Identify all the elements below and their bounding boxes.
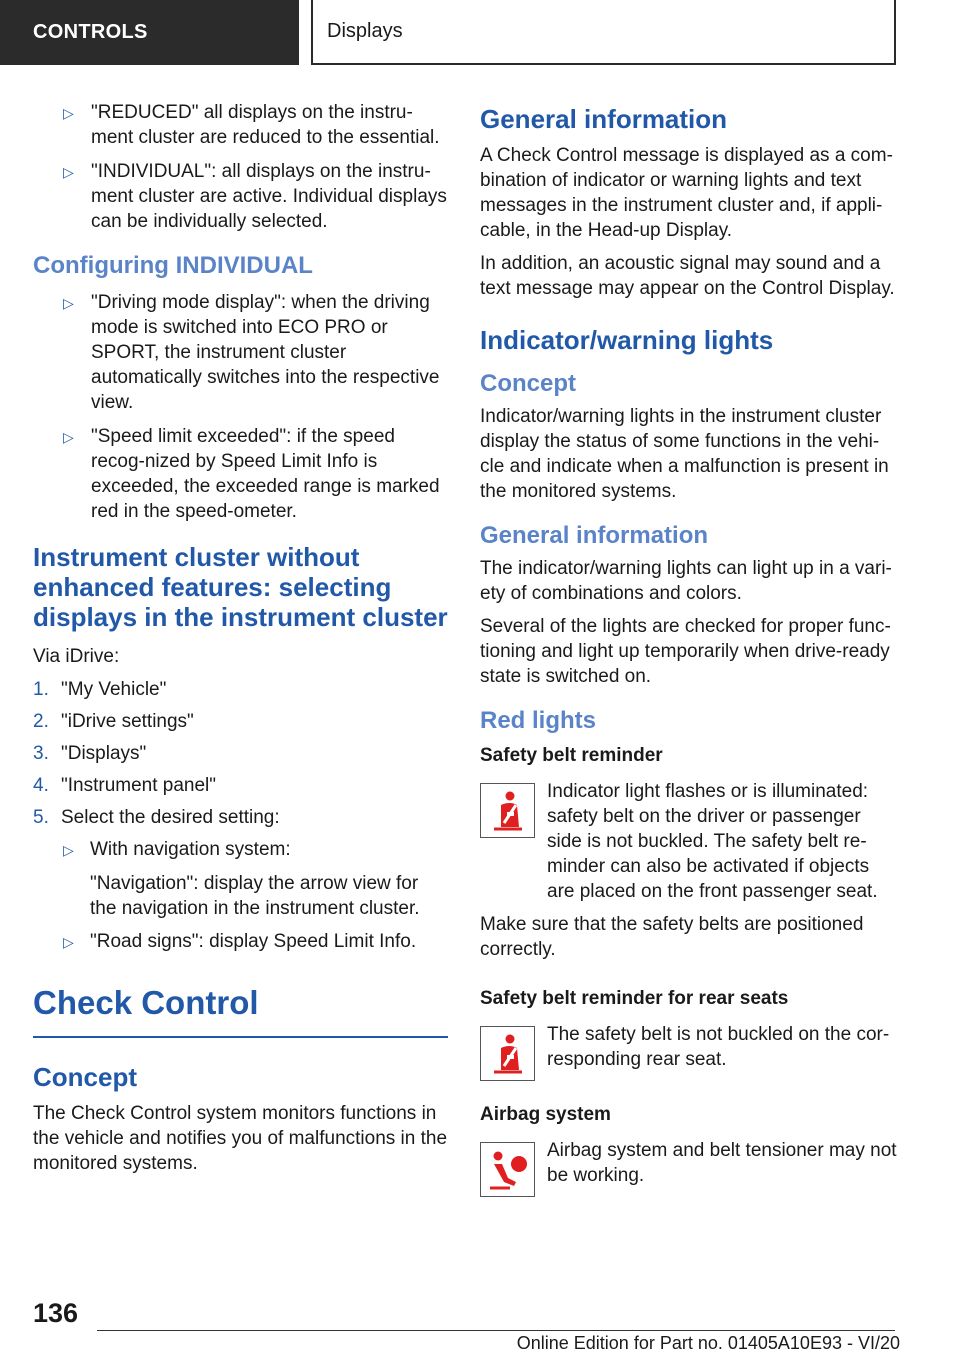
belt-title: Safety belt reminder	[480, 745, 663, 766]
heading-concept: Concept	[480, 370, 576, 397]
heading-general-info: General information	[480, 104, 728, 134]
list-item: 2. "iDrive settings"	[33, 711, 194, 732]
section-tab	[0, 0, 299, 65]
airbag-warning-icon	[480, 1142, 535, 1197]
page-number: 136	[33, 1298, 79, 1328]
triangle-bullet-icon: ▷	[63, 295, 74, 311]
rear-belt-title: Safety belt reminder for rear seats	[480, 988, 789, 1009]
airbag-title: Airbag system	[480, 1104, 611, 1125]
triangle-bullet-icon: ▷	[63, 105, 74, 121]
paragraph: A Check Control message is displayed as a com-bination of indicator or warning lights and text messages in the instrument cluster and, if appli-cable, in the Head-up Display.	[480, 145, 893, 241]
list-item: ▷ With navigation system:	[33, 837, 448, 862]
list-item: 1. "My Vehicle"	[33, 679, 167, 700]
paragraph: In addition, an acoustic signal may sound and a text message may appear on the Control Display.	[480, 253, 895, 299]
list-item: ▷ "Driving mode display": when the driving mode is switched into ECO PRO or SPORT, the instrument cluster automatically switches into the respective view.	[63, 292, 440, 413]
rear-belt-item: The safety belt is not buckled on the cor-responding rear seat.	[480, 1022, 898, 1084]
list-item: ▷ "REDUCED" all displays on the instru-ment cluster are reduced to the essential.	[63, 102, 440, 148]
right-column	[480, 100, 898, 1202]
rear-seatbelt-warning-icon	[480, 1026, 535, 1081]
heading-red-lights: Red lights	[480, 707, 597, 734]
list-item: 5. Select the desired setting:	[33, 807, 280, 828]
footer-text: Online Edition for Part no. 01405A10E93 - VI/20	[516, 1333, 900, 1353]
paragraph: The indicator/warning lights can light up in a vari-ety of combinations and colors.	[480, 558, 892, 604]
chapter-tab	[311, 0, 896, 65]
footer-divider	[97, 1330, 895, 1331]
list-item: ▷ "INDIVIDUAL": all displays on the instru-ment cluster are active. Individual displays can be individually selected.	[63, 161, 447, 232]
heading-instrument-cluster: Instrument cluster without enhanced features: selecting displays in the instrument cluster	[33, 542, 448, 632]
via-idrive: Via iDrive:	[33, 646, 120, 667]
heading-check-control: Check Control	[33, 984, 448, 1038]
list-item: ▷ "Road signs": display Speed Limit Info.	[33, 929, 448, 954]
heading-general-info-2: General information	[480, 522, 709, 549]
paragraph: Several of the lights are checked for proper func-tioning and light up temporarily when drive-ready state is switched on.	[480, 616, 891, 687]
paragraph: Indicator/warning lights in the instrument cluster display the status of some functions in the vehi-cle and indicate when a malfunction is present in the monitored systems.	[480, 406, 889, 502]
list-item: ▷ "Speed limit exceeded": if the speed recog-nized by Speed Limit Info is exceeded, the exceeded range is marked red in the speed-ometer.	[63, 426, 440, 522]
belt-item: Indicator light flashes or is illuminated: safety belt on the driver or passenger side is not buckled. The safety belt re-minder can also be activated if objects are placed on the front passenger seat.	[480, 779, 898, 904]
heading-concept: Concept	[33, 1062, 137, 1092]
triangle-bullet-icon: ▷	[63, 842, 74, 858]
seatbelt-warning-icon	[480, 783, 535, 838]
airbag-item: Airbag system and belt tensioner may not be working.	[480, 1138, 898, 1194]
left-column	[33, 100, 448, 1184]
chapter-label: Displays	[327, 20, 403, 42]
concept-text: The Check Control system monitors functions in the vehicle and notifies you of malfunctions in the monitored systems.	[33, 1103, 448, 1174]
list-item: 3. "Displays"	[33, 743, 147, 764]
heading-indicator-lights: Indicator/warning lights	[480, 325, 774, 355]
paragraph: Make sure that the safety belts are positioned correctly.	[480, 914, 864, 960]
section-label: CONTROLS	[33, 21, 148, 43]
triangle-bullet-icon: ▷	[63, 429, 74, 445]
heading-configuring: Configuring INDIVIDUAL	[33, 252, 313, 279]
triangle-bullet-icon: ▷	[63, 934, 74, 950]
nav-detail: "Navigation": display the arrow view for the navigation in the instrument cluster.	[90, 873, 420, 919]
list-item: 4. "Instrument panel"	[33, 775, 217, 796]
triangle-bullet-icon: ▷	[63, 164, 74, 180]
